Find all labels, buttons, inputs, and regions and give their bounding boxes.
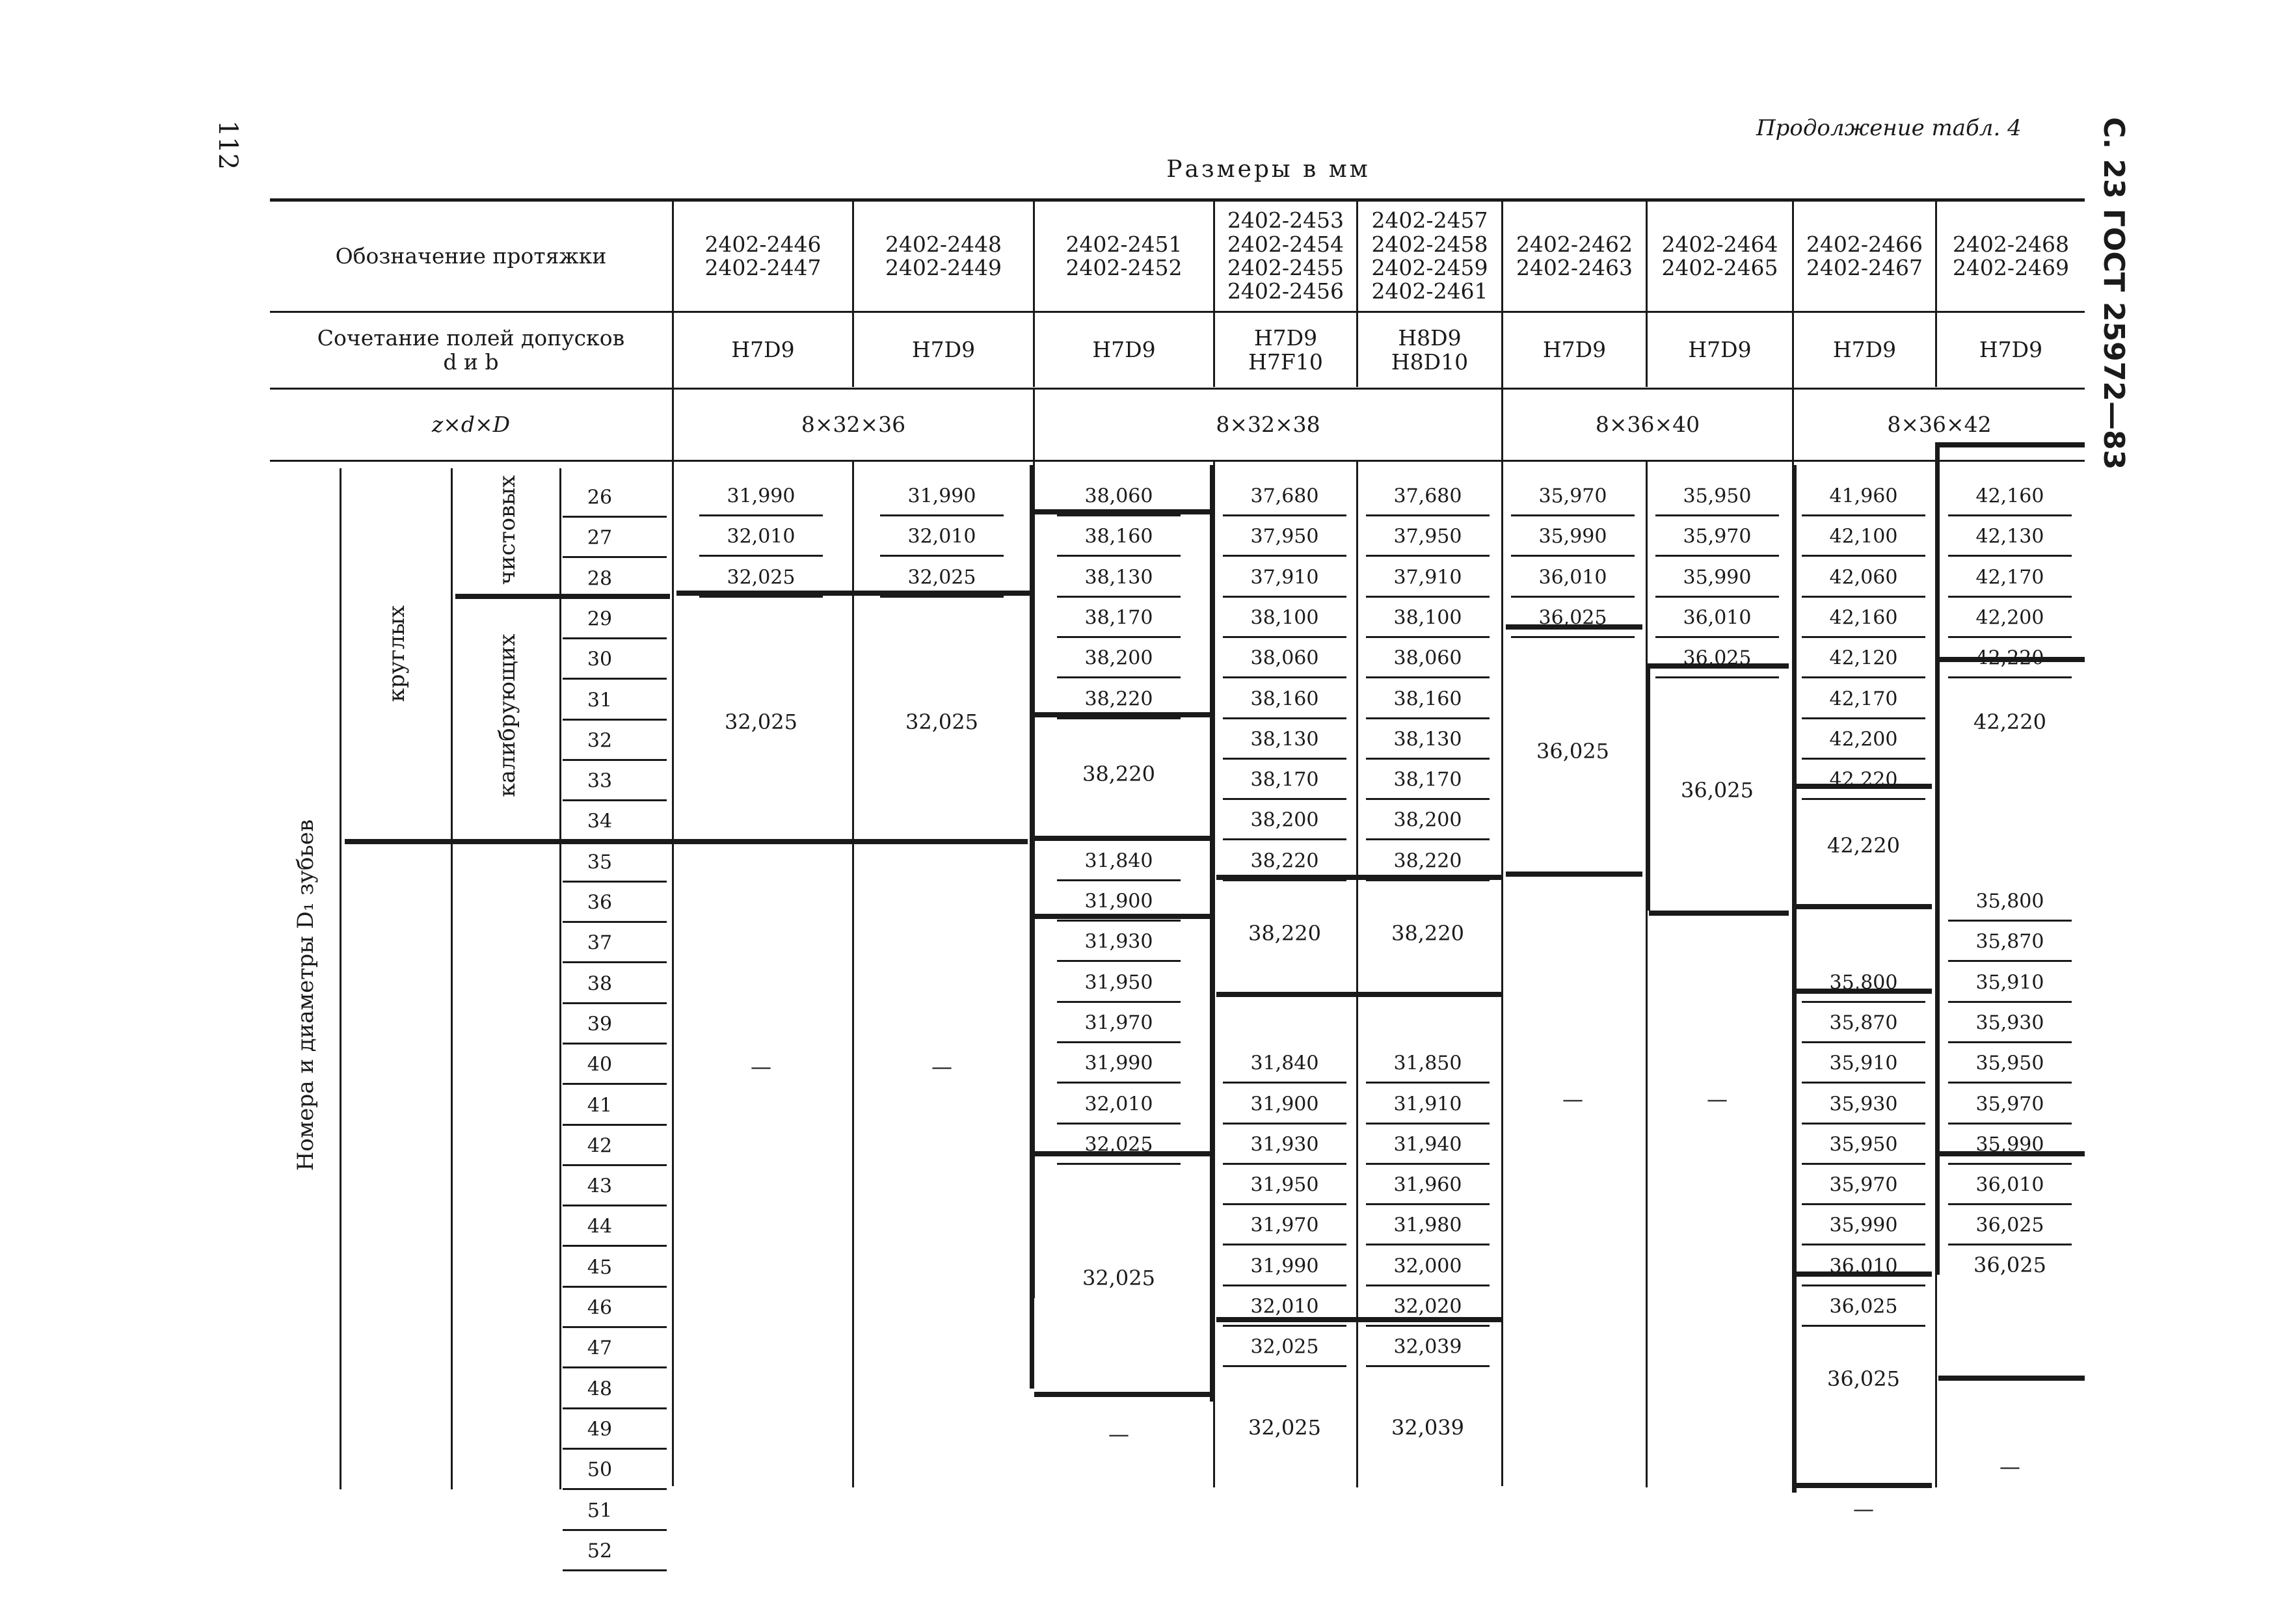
value-cell: 32,000 — [1393, 1255, 1462, 1278]
designation-col3: 2402-2451 2402-2452 — [1065, 231, 1183, 280]
value-cell: 42,170 — [1829, 687, 1898, 710]
designation-col1: 2402-2446 2402-2447 — [704, 231, 822, 280]
designation-col5: 2402-2457 2402-2458 2402-2459 2402-2461 — [1371, 207, 1488, 304]
value-cell: 32,020 — [1393, 1295, 1462, 1318]
value-cell: 38,060 — [1393, 646, 1462, 670]
zdd-group-3: 8×36×40 — [1595, 411, 1700, 437]
value-cell: 42,200 — [1975, 606, 2044, 630]
value-cell: 36,010 — [1538, 566, 1607, 589]
value-cell: 38,170 — [1084, 606, 1153, 630]
value-cell: 38,220 — [1084, 687, 1153, 710]
value-cell: 31,930 — [1084, 930, 1153, 953]
tooth-number: 52 — [587, 1539, 613, 1563]
dash-cell: — — [1562, 1087, 1583, 1112]
value-cell: 31,990 — [1084, 1052, 1153, 1075]
value-cell: 35,990 — [1975, 1133, 2044, 1156]
dash-cell: — — [1853, 1497, 1874, 1521]
value-cell: 38,100 — [1250, 606, 1319, 630]
merged-value: 42,220 — [1973, 710, 2046, 734]
tooth-number: 43 — [587, 1175, 613, 1198]
designation-label: Обозначение протяжки — [335, 243, 607, 269]
value-cell: 41,960 — [1829, 485, 1898, 508]
value-cell: 35,970 — [1829, 1173, 1898, 1197]
value-cell: 36,025 — [1683, 646, 1752, 670]
value-cell: 38,220 — [1250, 849, 1319, 873]
dash-cell: — — [931, 1054, 952, 1079]
value-cell: 42,100 — [1829, 525, 1898, 548]
value-cell: 38,220 — [1393, 849, 1462, 873]
value-cell: 32,025 — [1084, 1133, 1153, 1156]
value-cell: 35,970 — [1975, 1093, 2044, 1115]
value-cell: 32,025 — [907, 566, 976, 589]
value-cell: 31,970 — [1084, 1011, 1153, 1035]
value-cell: 38,160 — [1393, 687, 1462, 710]
value-cell: 35,970 — [1538, 485, 1607, 508]
tooth-number: 29 — [587, 607, 613, 631]
dash-cell: — — [1999, 1454, 2020, 1479]
value-cell: 32,010 — [1084, 1093, 1153, 1115]
value-cell: 38,160 — [1084, 525, 1153, 548]
merged-value: 36,025 — [1827, 1366, 1900, 1391]
value-cell: 42,160 — [1829, 606, 1898, 630]
value-cell: 35,950 — [1829, 1133, 1898, 1156]
value-cell: 35,870 — [1829, 1011, 1898, 1035]
merged-value: 42,220 — [1827, 833, 1900, 858]
value-cell: 38,100 — [1393, 606, 1462, 630]
value-cell: 42,130 — [1975, 525, 2044, 548]
tolerance-col1: H7D9 — [731, 337, 795, 363]
merged-value: 36,025 — [1681, 778, 1754, 803]
document-side-header: С. 23 ГОСТ 25972—83 — [2097, 117, 2130, 470]
value-cell: 31,990 — [907, 485, 976, 508]
value-cell: 31,980 — [1393, 1214, 1462, 1237]
merged-value: 36,025 — [1973, 1253, 2046, 1277]
tooth-number: 37 — [587, 931, 613, 955]
value-cell: 37,680 — [1393, 485, 1462, 508]
value-cell: 31,930 — [1250, 1133, 1319, 1156]
tooth-number: 46 — [587, 1296, 613, 1320]
dash-cell: — — [751, 1054, 771, 1079]
merged-value: 32,039 — [1391, 1415, 1464, 1440]
value-cell: 31,900 — [1250, 1093, 1319, 1115]
value-cell: 36,025 — [1975, 1214, 2044, 1237]
value-cell: 42,060 — [1829, 566, 1898, 589]
value-cell: 38,130 — [1250, 728, 1319, 751]
designation-col2: 2402-2448 2402-2449 — [885, 231, 1002, 280]
tooth-number: 32 — [587, 729, 613, 752]
value-cell: 38,170 — [1393, 768, 1462, 792]
zdd-label: z×d×D — [431, 411, 511, 437]
tooth-number: 45 — [587, 1256, 613, 1279]
tolerance-col6: H7D9 — [1542, 337, 1607, 363]
value-cell: 38,200 — [1250, 808, 1319, 832]
tooth-number: 36 — [587, 891, 613, 914]
value-cell: 35,990 — [1683, 566, 1752, 589]
tooth-number: 39 — [587, 1013, 613, 1036]
value-cell: 35,950 — [1975, 1052, 2044, 1075]
calibrating-label: калибрующих — [494, 633, 520, 797]
continuation-caption: Продолжение табл. 4 — [1756, 115, 2022, 141]
value-cell: 35,990 — [1829, 1214, 1898, 1237]
value-cell: 31,990 — [1250, 1255, 1319, 1278]
value-cell: 35,990 — [1538, 525, 1607, 548]
value-cell: 36,025 — [1538, 606, 1607, 630]
value-cell: 31,990 — [727, 485, 796, 508]
dash-cell: — — [1707, 1087, 1728, 1112]
value-cell: 31,950 — [1250, 1173, 1319, 1197]
tolerance-label: Сочетание полей допусков d и b — [317, 325, 625, 375]
value-cell: 31,940 — [1393, 1133, 1462, 1156]
zdd-group-2: 8×32×38 — [1216, 411, 1320, 437]
designation-col7: 2402-2464 2402-2465 — [1661, 231, 1778, 280]
value-cell: 42,160 — [1975, 485, 2044, 508]
tooth-number: 40 — [587, 1053, 613, 1076]
value-cell: 42,170 — [1975, 566, 2044, 589]
value-cell: 36,010 — [1829, 1255, 1898, 1278]
tolerance-col2: H7D9 — [911, 337, 976, 363]
tooth-number: 33 — [587, 769, 613, 793]
merged-value: 32,025 — [725, 710, 797, 734]
value-cell: 32,010 — [907, 525, 976, 548]
merged-value: 38,220 — [1248, 921, 1321, 946]
value-cell: 35,800 — [1829, 971, 1898, 994]
value-cell: 38,060 — [1250, 646, 1319, 670]
value-cell: 37,950 — [1393, 525, 1462, 548]
tooth-number: 49 — [587, 1418, 613, 1441]
tolerance-col3: H7D9 — [1092, 337, 1156, 363]
merged-value: 32,025 — [1082, 1266, 1155, 1290]
tooth-number: 42 — [587, 1134, 613, 1158]
value-cell: 35,910 — [1829, 1052, 1898, 1075]
value-cell: 35,950 — [1683, 485, 1752, 508]
value-cell: 35,930 — [1975, 1011, 2044, 1035]
value-cell: 36,010 — [1975, 1173, 2044, 1197]
value-cell: 31,840 — [1084, 849, 1153, 873]
tolerance-col5: H8D9 H8D10 — [1391, 325, 1469, 375]
value-cell: 31,910 — [1393, 1093, 1462, 1115]
merged-value: 36,025 — [1536, 739, 1609, 764]
tooth-number: 41 — [587, 1094, 613, 1117]
axis-label: Номера и диаметры D₁ зубьев — [293, 819, 319, 1171]
designation-col6: 2402-2462 2402-2463 — [1516, 231, 1633, 280]
value-cell: 35,870 — [1975, 930, 2044, 953]
value-cell: 32,010 — [727, 525, 796, 548]
value-cell: 38,200 — [1393, 808, 1462, 832]
tolerance-col4: H7D9 H7F10 — [1248, 325, 1323, 375]
merged-value: 38,220 — [1391, 921, 1464, 946]
value-cell: 37,910 — [1250, 566, 1319, 589]
value-cell: 36,010 — [1683, 606, 1752, 630]
value-cell: 42,200 — [1829, 728, 1898, 751]
value-cell: 31,970 — [1250, 1214, 1319, 1237]
tolerance-col7: H7D9 — [1688, 337, 1752, 363]
tooth-number: 35 — [587, 851, 613, 874]
value-cell: 35,930 — [1829, 1093, 1898, 1115]
merged-value: 38,220 — [1082, 762, 1155, 786]
merged-value: 32,025 — [905, 710, 978, 734]
tooth-number: 47 — [587, 1337, 613, 1360]
designation-col4: 2402-2453 2402-2454 2402-2455 2402-2456 — [1227, 207, 1344, 304]
tooth-number: 26 — [587, 486, 613, 509]
value-cell: 36,025 — [1829, 1295, 1898, 1318]
tooth-number: 34 — [587, 810, 613, 833]
value-cell: 38,060 — [1084, 485, 1153, 508]
value-cell: 37,680 — [1250, 485, 1319, 508]
page-number: 112 — [213, 120, 243, 170]
value-cell: 31,900 — [1084, 890, 1153, 913]
value-cell: 32,025 — [1250, 1335, 1319, 1359]
round-label: круглых — [384, 605, 410, 702]
value-cell: 32,010 — [1250, 1295, 1319, 1318]
value-cell: 31,960 — [1393, 1173, 1462, 1197]
zdd-group-4: 8×36×42 — [1887, 411, 1992, 437]
tooth-number: 51 — [587, 1499, 613, 1522]
value-cell: 35,800 — [1975, 890, 2044, 913]
tooth-number: 50 — [587, 1458, 613, 1482]
dash-cell: — — [1108, 1422, 1129, 1446]
value-cell: 32,025 — [727, 566, 796, 589]
tooth-number: 27 — [587, 526, 613, 550]
tolerance-col8: H7D9 — [1832, 337, 1897, 363]
value-cell: 42,120 — [1829, 646, 1898, 670]
units-caption: Размеры в мм — [1166, 156, 1371, 183]
value-cell: 35,910 — [1975, 971, 2044, 994]
value-cell: 35,970 — [1683, 525, 1752, 548]
value-cell: 37,950 — [1250, 525, 1319, 548]
zdd-group-1: 8×32×36 — [801, 411, 906, 437]
tooth-number: 28 — [587, 567, 613, 591]
value-cell: 38,170 — [1250, 768, 1319, 792]
value-cell: 42,220 — [1975, 646, 2044, 670]
value-cell: 31,850 — [1393, 1052, 1462, 1075]
designation-col9: 2402-2468 2402-2469 — [1952, 231, 2070, 280]
designation-col8: 2402-2466 2402-2467 — [1806, 231, 1923, 280]
value-cell: 38,130 — [1084, 566, 1153, 589]
tooth-number: 38 — [587, 972, 613, 996]
value-cell: 31,950 — [1084, 971, 1153, 994]
value-cell: 38,130 — [1393, 728, 1462, 751]
value-cell: 42,220 — [1829, 768, 1898, 792]
tolerance-col9: H7D9 — [1979, 337, 2043, 363]
finishing-label: чистовых — [494, 475, 520, 585]
value-cell: 31,840 — [1250, 1052, 1319, 1075]
value-cell: 37,910 — [1393, 566, 1462, 589]
tooth-number: 44 — [587, 1215, 613, 1238]
tooth-number: 30 — [587, 648, 613, 671]
tooth-number: 31 — [587, 689, 613, 712]
merged-value: 32,025 — [1248, 1415, 1321, 1440]
value-cell: 32,039 — [1393, 1335, 1462, 1359]
value-cell: 38,160 — [1250, 687, 1319, 710]
value-cell: 38,200 — [1084, 646, 1153, 670]
tooth-number: 48 — [587, 1378, 613, 1401]
